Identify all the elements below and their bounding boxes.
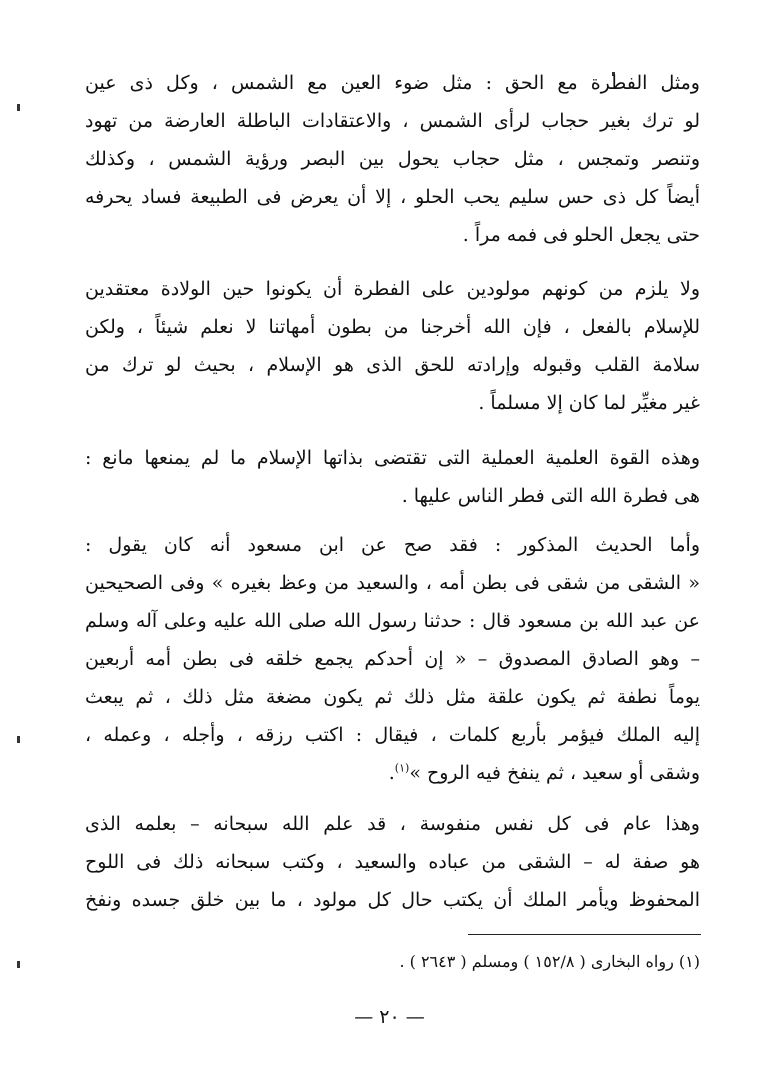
footnote-divider — [468, 934, 701, 935]
text-line: المحفوظ ويأمر الملك أن يكتب حال كل مولود ، ما بين خلق جسده ونفخ — [85, 889, 700, 911]
text-line: غير مغيِّر لما كان إلا مسلماً . — [478, 392, 700, 414]
text-line: لو ترك بغير حجاب لرأى الشمس ، والاعتقادات الباطلة العارضة من تهود — [85, 110, 700, 132]
text-line: يوماً نطفة ثم يكون علقة مثل ذلك ثم يكون مضغة مثل ذلك ، ثم يبعث — [85, 686, 700, 708]
text-line: وهذا عام فى كل نفس منفوسة ، قد علم الله سبحانه – بعلمه الذى — [85, 813, 700, 835]
text-line: وأما الحديث المذكور : فقد صح عن ابن مسعود أنه كان يقول : — [85, 534, 700, 556]
text-line — [85, 754, 700, 792]
footnote-reference: (١) — [394, 761, 410, 775]
text-line: سلامة القلب وقبوله وإرادته للحق الذى هو الإسلام ، بحيث لو ترك من — [85, 354, 700, 376]
text-line-body: وشقى أو سعيد ، ثم ينفخ فيه الروح » — [409, 762, 700, 784]
text-line: أيضاً كل ذى حس سليم يحب الحلو ، إلا أن يعرض فى الطبيعة فساد يحرفه — [85, 186, 700, 208]
text-line: وهذه القوة العلمية العملية التى تقتضى بذاتها الإسلام ما لم يمنعها مانع : — [85, 447, 700, 469]
paragraph-2 — [85, 270, 700, 422]
scan-speck — [17, 104, 20, 111]
text-line: – وهو الصادق المصدوق – « إن أحدكم يجمع خلقه فى بطن أمه أربعين — [85, 648, 700, 670]
text-line: إليه الملك فيؤمر بأربع كلمات ، فيقال : اكتب رزقه ، وأجله ، وعمله ، — [85, 724, 700, 746]
paragraph-5 — [85, 805, 700, 919]
text-line: ومثل الفطرة مع الحق : مثل ضوء العين مع الشمس ، وكل ذى عين — [85, 72, 700, 94]
text-line: عن عبد الله بن مسعود قال : حدثنا رسول الله صلى الله عليه وعلى آله وسلم — [85, 610, 700, 632]
scan-speck — [17, 961, 20, 968]
paragraph-4 — [85, 526, 700, 792]
text-line: هى فطرة الله التى فطر الناس عليها . — [401, 485, 700, 507]
text-line: وتنصر وتمجس ، مثل حجاب يحول بين البصر ورؤية الشمس ، وكذلك — [85, 148, 700, 170]
text-line: للإسلام بالفعل ، فإن الله أخرجنا من بطون أمهاتنا لا نعلم شيئاً ، ولكن — [85, 316, 700, 338]
paragraph-3 — [85, 439, 700, 515]
scan-speck — [17, 736, 20, 743]
text-line: هو صفة له – الشقى من عباده والسعيد ، وكتب سبحانه ذلك فى اللوح — [85, 851, 700, 873]
footnote: (١) رواه البخارى ( ١٥٢/٨ ) ومسلم ( ٢٦٤٣ ) . — [399, 952, 700, 971]
page-number: — ٢٠ — — [354, 1006, 425, 1028]
text-line: « الشقى من شقى فى بطن أمه ، والسعيد من وعظ بغيره » وفى الصحيحين — [85, 572, 700, 594]
sentence-end: . — [388, 762, 395, 784]
text-line: حتى يجعل الحلو فى فمه مراً . — [462, 224, 700, 246]
text-line: ولا يلزم من كونهم مولودين على الفطرة أن يكونوا حين الولادة معتقدين — [85, 278, 700, 300]
paragraph-1 — [85, 64, 700, 254]
